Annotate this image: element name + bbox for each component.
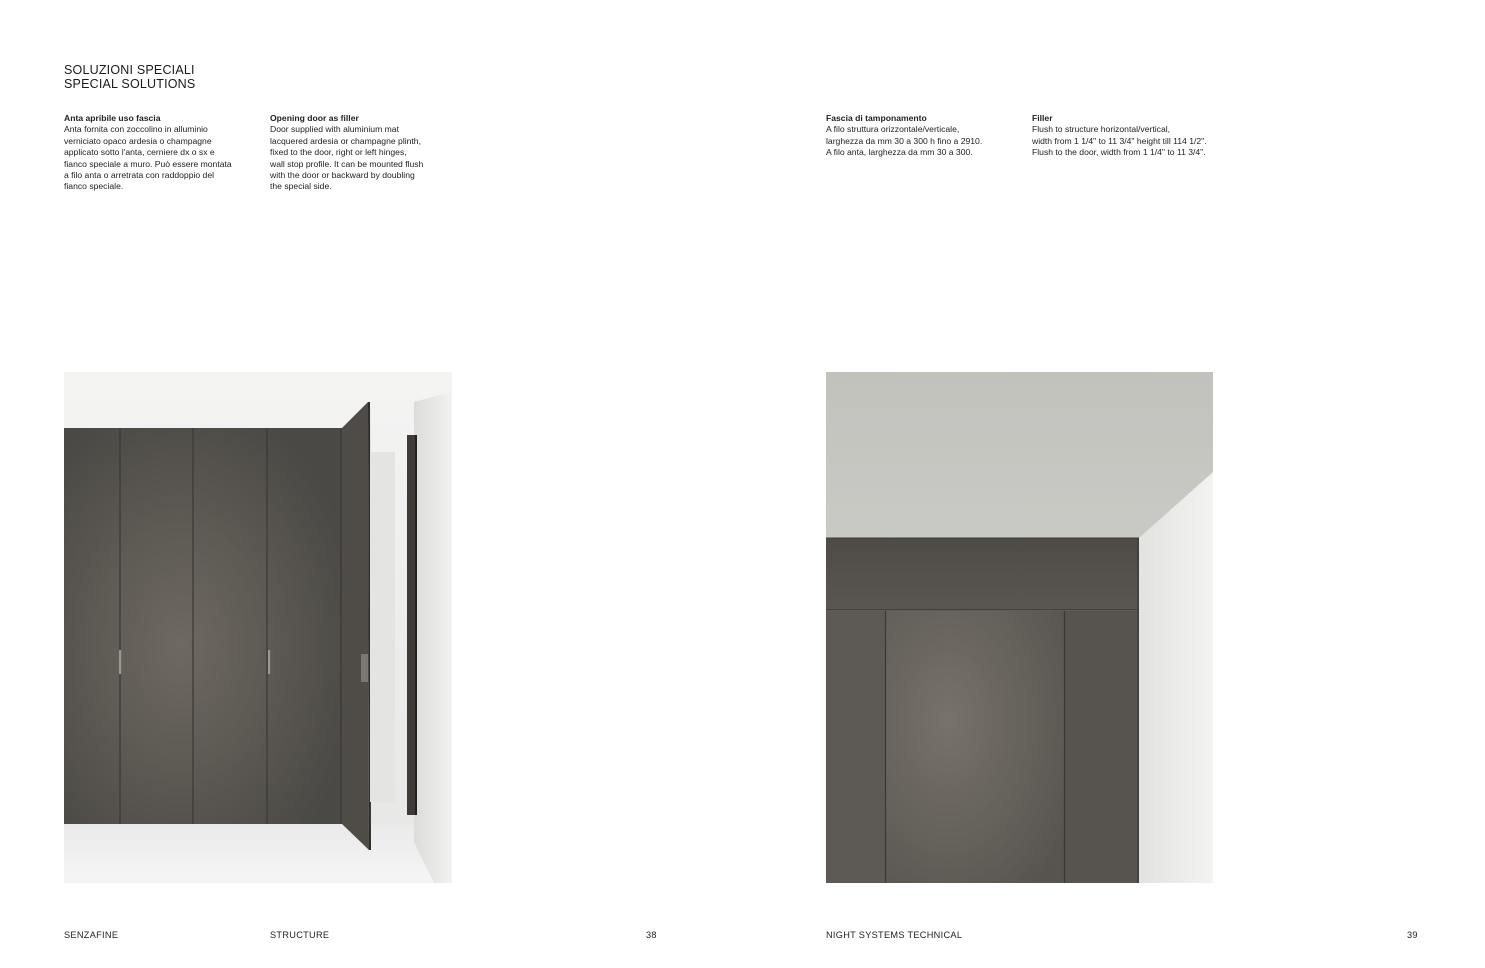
footer-section-right: NIGHT SYSTEMS TECHNICAL <box>826 930 963 940</box>
photo-wardrobe-opening-filler <box>64 372 452 883</box>
block-line: the special side. <box>270 181 332 192</box>
footer-brand: SENZAFINE <box>64 930 119 940</box>
block-line: A filo struttura orizzontale/verticale, <box>826 124 960 135</box>
page-number-left: 38 <box>646 930 657 940</box>
block-line: Anta fornita con zoccolino in alluminio <box>64 124 208 135</box>
block-line: fixed to the door, right or left hinges, <box>270 147 407 158</box>
page-number-right: 39 <box>1407 930 1418 940</box>
block-line: wall stop profile. It can be mounted flush <box>270 158 424 169</box>
block-line: larghezza da mm 30 a 300 h fino a 2910. <box>826 135 983 146</box>
block-line: Flush to the door, width from 1 1/4" to 11 3/4". <box>1032 147 1206 158</box>
block-title: Anta apribile uso fascia <box>64 113 161 123</box>
block-line: a filo anta o arretrata con raddoppio del <box>64 170 215 181</box>
block-line: applicato sotto l'anta, cerniere dx o sx e <box>64 147 215 158</box>
block-line: Flush to structure horizontal/vertical, <box>1032 124 1171 135</box>
block-line: A filo anta, larghezza da mm 30 a 300. <box>826 147 973 158</box>
filler-illustration <box>826 372 1213 883</box>
block-line: Door supplied with aluminium mat <box>270 124 399 135</box>
footer-section-left: STRUCTURE <box>270 930 330 940</box>
block-line: with the door or backward by doubling <box>270 170 415 181</box>
wardrobe-illustration <box>64 372 452 883</box>
block-title: Opening door as filler <box>270 113 359 123</box>
text-block-anta-apribile <box>64 113 232 193</box>
page-heading <box>64 63 195 91</box>
block-title: Filler <box>1032 113 1053 123</box>
photo-filler-panel <box>826 372 1213 883</box>
block-line: fianco speciale a muro. Può essere montata <box>64 158 232 169</box>
text-block-opening-door <box>270 113 423 193</box>
text-block-filler <box>1032 113 1207 159</box>
text-block-fascia-tamponamento <box>826 113 982 159</box>
block-line: lacquered ardesia or champagne plinth, <box>270 135 421 146</box>
block-line: fianco speciale. <box>64 181 124 192</box>
heading-italian: SOLUZIONI SPECIALI <box>64 63 195 77</box>
heading-english: SPECIAL SOLUTIONS <box>64 77 196 91</box>
block-line: verniciato opaco ardesia o champagne <box>64 135 212 146</box>
block-title: Fascia di tamponamento <box>826 113 927 123</box>
block-line: width from 1 1/4" to 11 3/4" height till 114 1/2". <box>1032 135 1207 146</box>
